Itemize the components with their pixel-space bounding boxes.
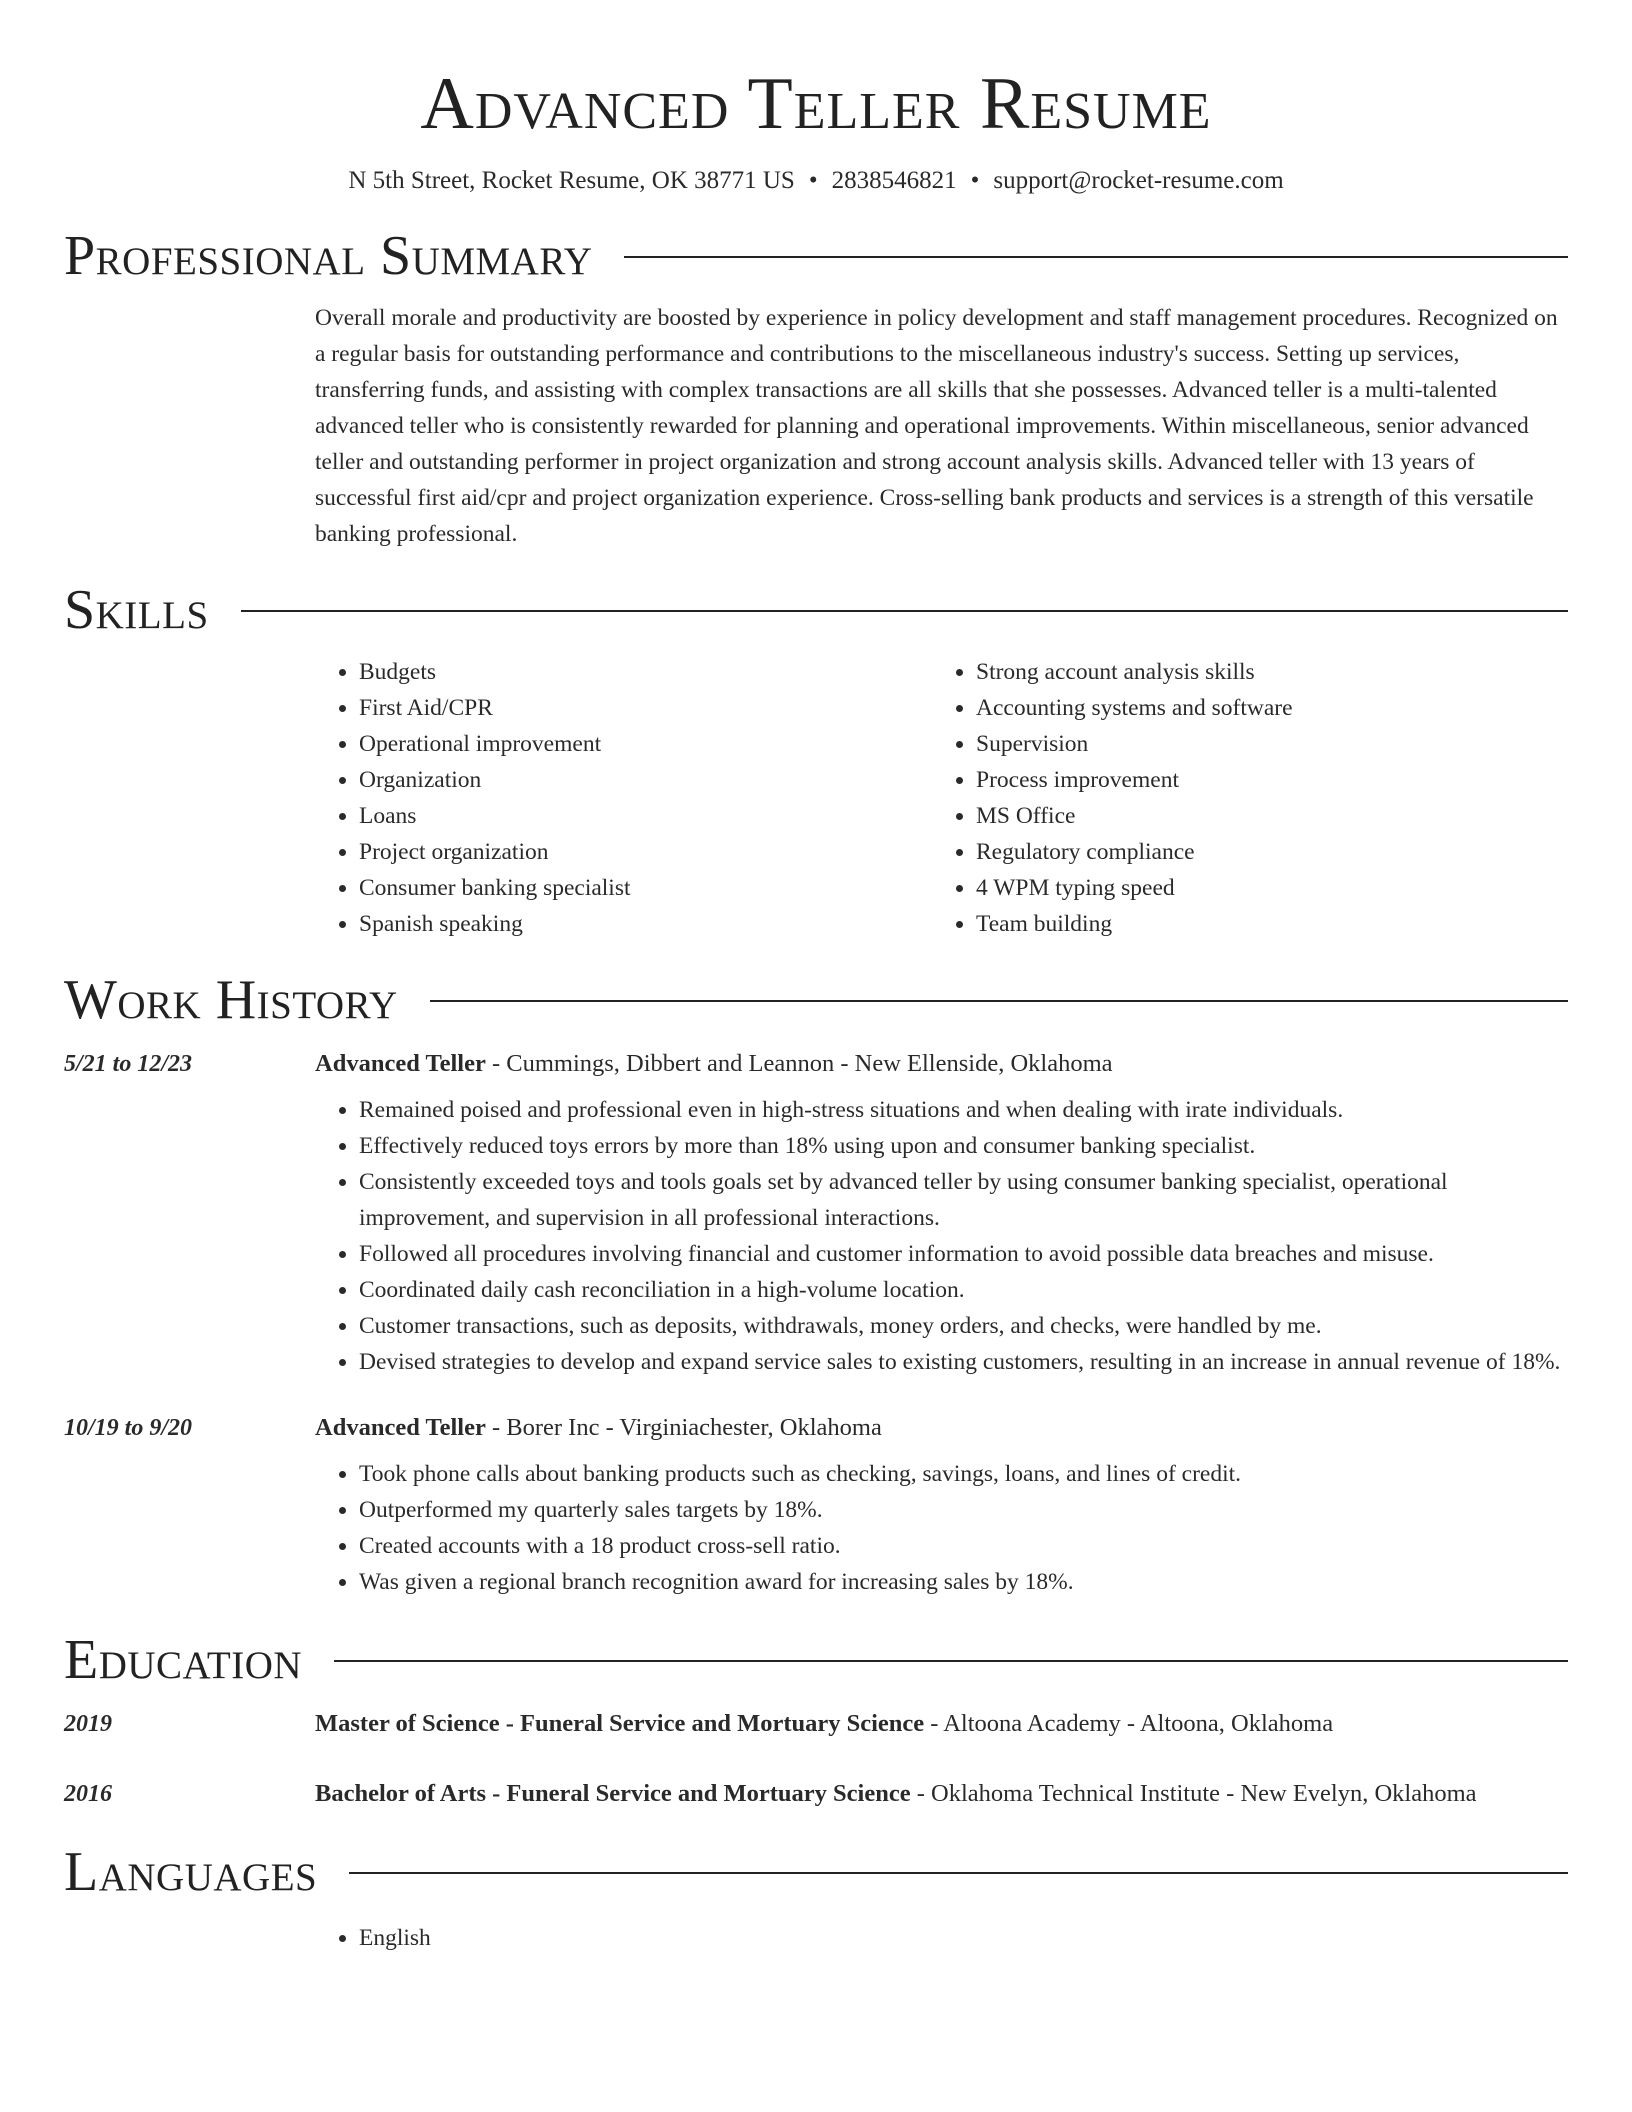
education-year: 2019 — [64, 1711, 112, 1737]
skill-item: • Budgets — [359, 654, 932, 690]
job-dates: 10/19 to 9/20 — [64, 1415, 193, 1441]
education-headline — [315, 1774, 1568, 1814]
job-headline — [315, 1408, 1568, 1448]
job-employer: - Cummings, Dibbert and Leannon - New Ellenside, Oklahoma — [485, 1050, 1113, 1077]
contact-separator: • — [808, 167, 818, 194]
skill-item: • Loans — [359, 798, 932, 834]
resume-title: Advanced Teller Resume — [420, 63, 1212, 145]
education-school: - Altoona Academy - Altoona, Oklahoma — [924, 1710, 1334, 1737]
job-bullet: • Customer transactions, such as deposits, withdrawals, money orders, and checks, were handled by me. — [359, 1308, 1568, 1344]
education-year: 2016 — [64, 1781, 112, 1807]
job-bullet: • Took phone calls about banking products such as checking, savings, loans, and lines of credit. — [359, 1456, 1568, 1492]
contact-address: N 5th Street, Rocket Resume, OK 38771 US — [348, 167, 795, 194]
languages-heading: Languages — [64, 1841, 318, 1903]
skill-item: • Consumer banking specialist — [359, 870, 932, 906]
summary-text: Overall morale and productivity are boosted by experience in policy development and staff management procedures. Recognized on a regular basis for outstanding performance and contributions to the miscellaneous industry's success. Setting up services, transferring funds, and assisting with complex transactions are all skills that she possesses. Advanced teller is a multi-talented advanced teller who is consistently rewarded for planning and operational improvements. Within miscellaneous, senior advanced teller and outstanding performer in project organization and strong account analysis skills. Advanced teller with 13 years of successful first aid/cpr and project organization experience. Cross-selling bank products and services is a strength of this versatile banking professional. — [315, 305, 1558, 547]
work-heading: Work History — [64, 969, 398, 1031]
skill-item: • Organization — [359, 762, 932, 798]
job-bullets — [315, 1092, 1568, 1380]
skills-section-header — [64, 578, 1568, 642]
contact-separator: • — [970, 167, 980, 194]
education-school: - Oklahoma Technical Institute - New Evelyn, Oklahoma — [910, 1780, 1477, 1807]
contact-phone: 2838546821 — [831, 167, 957, 194]
skill-item: • Regulatory compliance — [976, 834, 1549, 870]
job-bullet: • Outperformed my quarterly sales targets by 18%. — [359, 1492, 1568, 1528]
job-bullet: • Remained poised and professional even in high-stress situations and when dealing with irate individuals. — [359, 1092, 1568, 1128]
skill-item: • Accounting systems and software — [976, 690, 1549, 726]
skills-list — [315, 654, 1568, 942]
job-bullets — [315, 1456, 1568, 1600]
skill-item: • MS Office — [976, 798, 1549, 834]
contact-email: support@rocket-resume.com — [993, 167, 1284, 194]
languages-section-header — [64, 1840, 1568, 1904]
job-bullet: • Effectively reduced toys errors by more than 18% using upon and consumer banking specialist. — [359, 1128, 1568, 1164]
job-headline — [315, 1044, 1568, 1084]
job-title: Advanced Teller — [315, 1050, 486, 1077]
job-bullet: • Created accounts with a 18 product cross-sell ratio. — [359, 1528, 1568, 1564]
job-title: Advanced Teller — [315, 1414, 486, 1441]
education-heading: Education — [64, 1629, 303, 1691]
job-employer: - Borer Inc - Virginiachester, Oklahoma — [485, 1414, 882, 1441]
education-headline — [315, 1704, 1568, 1744]
job-bullet: • Was given a regional branch recognition award for increasing sales by 18%. — [359, 1564, 1568, 1600]
skill-item: • Spanish speaking — [359, 906, 932, 942]
skill-item: • Supervision — [976, 726, 1549, 762]
languages-list — [315, 1920, 1568, 1956]
resume-page — [64, 0, 1568, 1956]
skills-column-left — [315, 654, 932, 942]
section-divider — [430, 1000, 1568, 1002]
education-entry — [64, 1704, 1568, 1744]
skill-item: • Team building — [976, 906, 1549, 942]
section-divider — [241, 610, 1568, 612]
job-bullet: • Followed all procedures involving financial and customer information to avoid possible data breaches and misuse. — [359, 1236, 1568, 1272]
job-bullet: • Devised strategies to develop and expand service sales to existing customers, resulting in an increase in annual revenue of 18%. — [359, 1344, 1568, 1380]
skill-item: • First Aid/CPR — [359, 690, 932, 726]
language-item: • English — [359, 1920, 1568, 1956]
summary-section-header — [64, 224, 1568, 288]
skills-heading: Skills — [64, 579, 209, 641]
skill-item: • 4 WPM typing speed — [976, 870, 1549, 906]
skill-item: • Project organization — [359, 834, 932, 870]
skill-item: • Strong account analysis skills — [976, 654, 1549, 690]
job-dates: 5/21 to 12/23 — [64, 1051, 193, 1077]
summary-heading: Professional Summary — [64, 225, 593, 287]
education-entry — [64, 1774, 1568, 1814]
job-bullet: • Coordinated daily cash reconciliation in a high-volume location. — [359, 1272, 1568, 1308]
section-divider — [624, 256, 1568, 258]
skills-column-right — [932, 654, 1549, 942]
job-entry — [64, 1408, 1568, 1600]
contact-line — [64, 166, 1568, 196]
education-section-header — [64, 1628, 1568, 1692]
skill-item: • Operational improvement — [359, 726, 932, 762]
education-degree: Bachelor of Arts - Funeral Service and Mortuary Science — [315, 1780, 911, 1807]
job-bullet: • Consistently exceeded toys and tools goals set by advanced teller by using consumer banking specialist, operational improvement, and supervision in all professional interactions. — [359, 1164, 1568, 1236]
work-section-header — [64, 968, 1568, 1032]
education-degree: Master of Science - Funeral Service and Mortuary Science — [315, 1710, 925, 1737]
skill-item: • Process improvement — [976, 762, 1549, 798]
job-entry — [64, 1044, 1568, 1380]
section-divider — [334, 1660, 1568, 1662]
section-divider — [349, 1872, 1568, 1874]
